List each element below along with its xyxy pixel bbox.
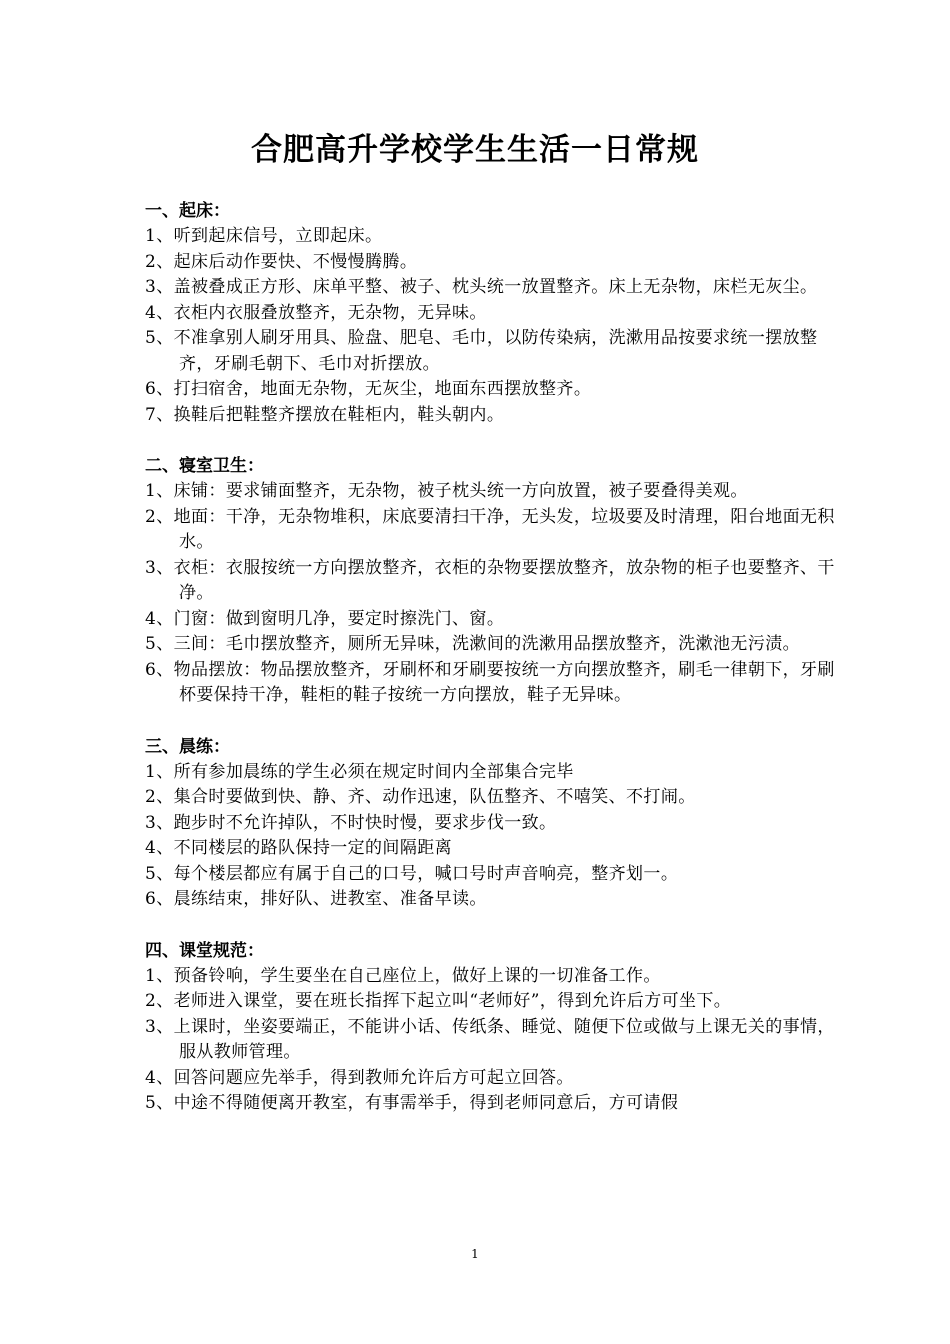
rule-item: 6、打扫宿舍，地面无杂物，无灰尘，地面东西摆放整齐。 xyxy=(145,379,592,399)
rule-item: 6、物品摆放：物品摆放整齐，牙刷杯和牙刷要按统一方向摆放整齐，刷毛一律朝下，牙刷杯要保持干净，鞋柜的鞋子按统一方向摆放，鞋子无异味。 xyxy=(145,659,835,705)
rule-item: 6、晨练结束，排好队、进教室、准备早读。 xyxy=(145,889,487,909)
rule-item: 7、换鞋后把鞋整齐摆放在鞋柜内，鞋头朝内。 xyxy=(145,404,505,425)
section-dorm-hygiene xyxy=(145,453,835,709)
rule-item: 5、中途不得随便离开教室，有事需举手，得到老师同意后，方可请假 xyxy=(145,1093,679,1113)
rule-item: 3、跑步时不允许掉队，不时快时慢，要求步伐一致。 xyxy=(145,812,557,833)
rule-item: 4、门窗：做到窗明几净，要定时擦洗门、窗。 xyxy=(145,608,505,629)
rule-item: 4、回答问题应先举手，得到教师允许后方可起立回答。 xyxy=(145,1067,574,1088)
rule-item: 2、老师进入课堂，要在班长指挥下起立叫“老师好”，得到允许后方可坐下。 xyxy=(145,991,732,1011)
rule-item: 4、衣柜内衣服叠放整齐，无杂物，无异味。 xyxy=(145,302,487,323)
rule-item: 5、三间：毛巾摆放整齐，厕所无异味，洗漱间的洗漱用品摆放整齐，洗漱池无污渍。 xyxy=(145,634,801,654)
rule-item: 3、盖被叠成正方形、床单平整、被子、枕头统一放置整齐。床上无杂物，床栏无灰尘。 xyxy=(145,277,818,297)
rule-list xyxy=(145,760,835,913)
rule-item: 5、不准拿别人刷牙用具、脸盘、肥皂、毛巾，以防传染病，洗漱用品按要求统一摆放整齐，牙刷毛朝下、毛巾对折摆放。 xyxy=(145,328,818,374)
section-heading: 一、起床： xyxy=(145,201,230,221)
rule-item: 4、不同楼层的路队保持一定的间隔距离 xyxy=(145,838,453,858)
section-heading: 四、课堂规范： xyxy=(145,940,264,961)
page-number: 1 xyxy=(471,1247,479,1261)
rule-item: 1、床铺：要求铺面整齐，无杂物，被子枕头统一方向放置，被子要叠得美观。 xyxy=(145,481,748,501)
rule-item: 1、听到起床信号，立即起床。 xyxy=(145,226,383,246)
rule-item: 3、衣柜：衣服按统一方向摆放整齐，衣柜的杂物要摆放整齐，放杂物的柜子也要整齐、干净。 xyxy=(145,557,835,603)
section-heading: 三、晨练： xyxy=(145,736,230,757)
document-title: 合肥高升学校学生生活一日常规 xyxy=(251,132,699,168)
rule-item: 1、预备铃响，学生要坐在自己座位上，做好上课的一切准备工作。 xyxy=(145,965,661,986)
rule-item: 1、所有参加晨练的学生必须在规定时间内全部集合完毕 xyxy=(145,761,574,782)
section-heading: 二、寝室卫生： xyxy=(145,456,264,476)
section-morning-exercise xyxy=(145,734,835,913)
rule-list xyxy=(145,964,835,1117)
rule-item: 2、起床后动作要快、不慢慢腾腾。 xyxy=(145,251,418,272)
rule-item: 2、地面：干净，无杂物堆积，床底要清扫干净，无头发，垃圾要及时清理，阳台地面无积水。 xyxy=(145,506,835,552)
rule-item: 5、每个楼层都应有属于自己的口号，喊口号时声音响亮，整齐划一。 xyxy=(145,863,679,884)
document-body xyxy=(145,198,835,1142)
rule-list xyxy=(145,479,835,709)
rule-item: 3、上课时，坐姿要端正，不能讲小话、传纸条、睡觉、随便下位或做与上课无关的事情，服从教师管理。 xyxy=(145,1016,835,1062)
section-wake-up xyxy=(145,198,835,428)
rule-item: 2、集合时要做到快、静、齐、动作迅速，队伍整齐、不嘻笑、不打闹。 xyxy=(145,787,696,807)
section-classroom-rules xyxy=(145,938,835,1117)
rule-list xyxy=(145,224,835,428)
